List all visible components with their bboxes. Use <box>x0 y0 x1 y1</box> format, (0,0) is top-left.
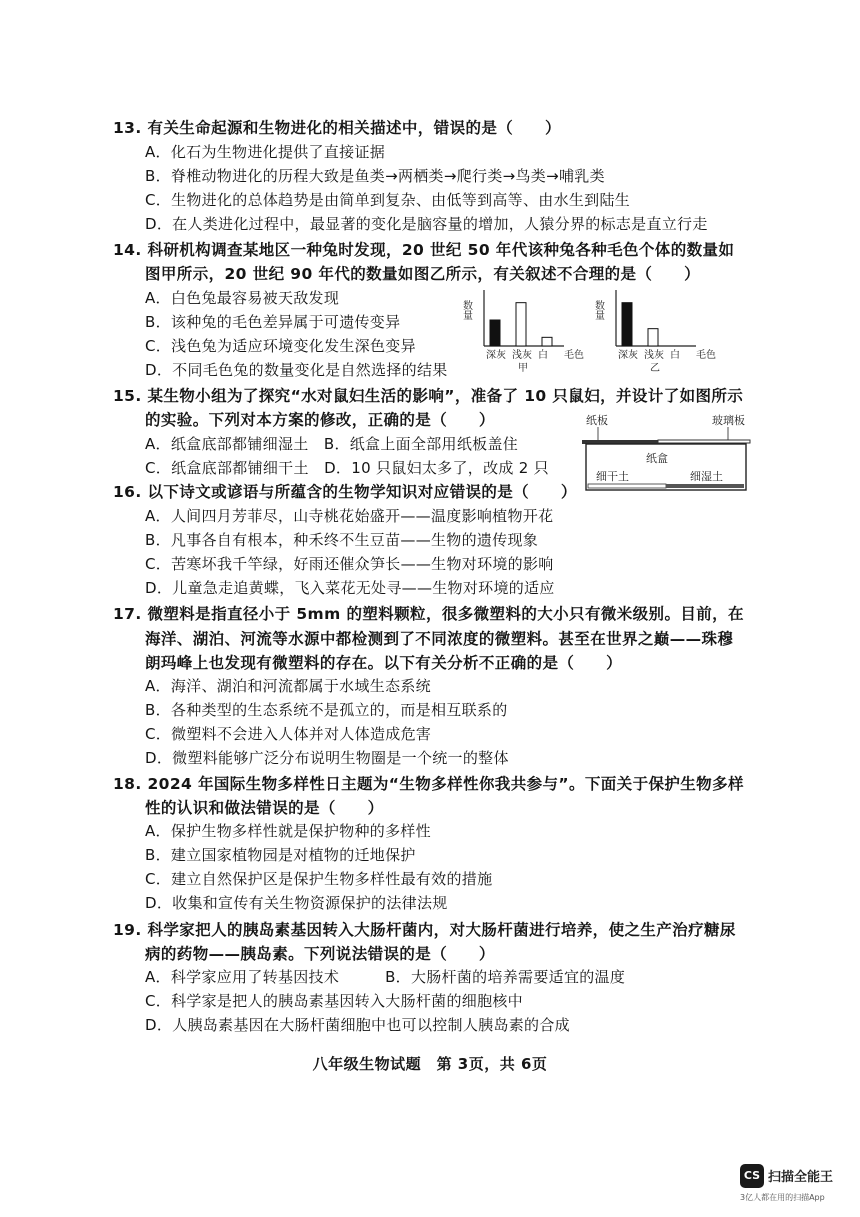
bar-3 <box>542 337 552 346</box>
question-18-stem <box>113 772 744 794</box>
x-axis-label: 毛色 <box>564 350 584 361</box>
camscanner-logo-icon: CS <box>740 1164 764 1188</box>
experiment-diagram <box>578 410 758 500</box>
wet-soil-layer <box>666 484 744 488</box>
bar-2 <box>516 303 526 346</box>
question-number: 19. <box>113 921 142 939</box>
bar-1 <box>622 303 632 346</box>
q17-option-d: D．微塑料能够广泛分布说明生物圈是一个统一的整体 <box>145 749 509 767</box>
bars <box>490 303 552 346</box>
bar-1 <box>490 320 500 346</box>
question-13-stem <box>113 116 561 138</box>
page-footer: 八年级生物试题 第 3页，共 6页 <box>312 1055 548 1073</box>
q18-option-c: C．建立自然保护区是保护生物多样性最有效的措施 <box>145 870 493 888</box>
tick-labels <box>486 348 548 361</box>
question-17-stem-line3: 朗玛峰上也发现有微塑料的存在。以下有关分析不正确的是（ ） <box>145 654 623 672</box>
tick-label-3: 白 <box>538 350 548 361</box>
question-text: 以下诗文或谚语与所蕴含的生物学知识对应错误的是（ ） <box>147 483 577 501</box>
question-text: 科学家把人的胰岛素基因转入大肠杆菌内，对大肠杆菌进行培养，使之生产治疗糖尿 <box>147 921 736 939</box>
q14-option-c: C．浅色兔为适应环境变化发生深色变异 <box>145 337 416 355</box>
bars <box>622 303 658 346</box>
q13-option-c: C．生物进化的总体趋势是由简单到复杂、由低等到高等、由水生到陆生 <box>145 191 631 209</box>
q19-option-d: D．人胰岛素基因在大肠杆菌细胞中也可以控制人胰岛素的合成 <box>145 1016 570 1034</box>
q14-option-a: A．白色兔最容易被天敌发现 <box>145 289 340 307</box>
question-number: 17. <box>113 605 142 623</box>
q16-option-b: B．凡事各自有根本，种禾终不生豆苗——生物的遗传现象 <box>145 531 539 549</box>
question-number: 13. <box>113 119 142 137</box>
question-text: 科研机构调查某地区一种兔时发现，20 世纪 50 年代该种兔各种毛色个体的数量如 <box>147 241 735 259</box>
question-number: 16. <box>113 483 142 501</box>
label-paper-box: 纸盒 <box>646 452 668 465</box>
question-17-stem-line2: 海洋、湖泊、河流等水源中都检测到了不同浓度的微塑料。甚至在世界之巅——珠穆 <box>145 630 734 648</box>
label-glass-plate: 玻璃板 <box>712 414 745 427</box>
question-text: 某生物小组为了探究“水对鼠妇生活的影响”，准备了 10 只鼠妇，并设计了如图所示 <box>147 387 744 405</box>
app-name: 扫描全能王 <box>768 1170 834 1185</box>
question-16-stem <box>113 480 577 502</box>
q15-option-cd: C．纸盒底部都铺细干土 D．10 只鼠妇太多了，改成 2 只 <box>145 459 549 477</box>
q14-option-b: B．该种兔的毛色差异属于可遗传变异 <box>145 313 401 331</box>
q17-option-a: A．海洋、湖泊和河流都属于水域生态系统 <box>145 677 431 695</box>
chart-caption: 乙 <box>650 363 660 374</box>
q18-option-b: B．建立国家植物园是对植物的迁地保护 <box>145 846 416 864</box>
y-axis-label: 数量 <box>460 300 472 320</box>
question-number: 14. <box>113 241 142 259</box>
tick-labels <box>618 348 680 361</box>
question-15-stem-line2: 的实验。下列对本方案的修改，正确的是（ ） <box>145 411 495 429</box>
question-text: 有关生命起源和生物进化的相关描述中，错误的是（ ） <box>147 119 561 137</box>
q13-option-d: D．在人类进化过程中，最显著的变化是脑容量的增加，人猿分界的标志是直立行走 <box>145 215 708 233</box>
q16-option-d: D．儿童急走追黄蝶，飞入菜花无处寻——生物对环境的适应 <box>145 579 555 597</box>
question-text: 微塑料是指直径小于 5mm 的塑料颗粒，很多微塑料的大小只有微米级别。目前，在 <box>147 605 744 623</box>
q16-option-c: C．苦寒坏我千竿绿，好雨还催众笋长——生物对环境的影响 <box>145 555 554 573</box>
q15-option-ab: A．纸盒底部都铺细湿土 B．纸盒上面全部用纸板盖住 <box>145 435 519 453</box>
q17-option-c: C．微塑料不会进入人体并对人体造成危害 <box>145 725 432 743</box>
label-wet-soil: 细湿土 <box>690 470 723 483</box>
question-15-stem <box>113 384 743 406</box>
question-19-stem <box>113 918 736 940</box>
question-number: 15. <box>113 387 142 405</box>
q19-option-ab: A．科学家应用了转基因技术 B．大肠杆菌的培养需要适宜的温度 <box>145 968 626 986</box>
dry-soil-layer <box>588 484 666 488</box>
label-dry-soil: 细干土 <box>596 470 629 483</box>
tick-label-2: 浅灰 <box>512 350 532 361</box>
question-14-stem <box>113 238 734 260</box>
tick-label-3: 白 <box>670 350 680 361</box>
tick-label-1: 深灰 <box>618 350 638 361</box>
question-19-stem-line2: 病的药物——胰岛素。下列说法错误的是（ ） <box>145 945 495 963</box>
glass-plate-cover <box>658 440 750 443</box>
bar-2 <box>648 329 658 346</box>
tick-label-1: 深灰 <box>486 350 506 361</box>
chart-caption: 甲 <box>518 363 528 374</box>
question-14-stem-line2: 图甲所示，20 世纪 90 年代的数量如图乙所示，有关叙述不合理的是（ ） <box>145 265 701 283</box>
question-17-stem <box>113 602 744 624</box>
bar-chart-jia <box>460 284 600 374</box>
bar-chart-yi <box>592 284 732 374</box>
question-text: 2024 年国际生物多样性日主题为“生物多样性你我共参与”。下面关于保护生物多样 <box>147 775 744 793</box>
question-number: 18. <box>113 775 142 793</box>
q19-option-c: C．科学家是把人的胰岛素基因转入大肠杆菌的细胞核中 <box>145 992 523 1010</box>
paper-box <box>586 444 746 490</box>
tick-label-2: 浅灰 <box>644 350 664 361</box>
q16-option-a: A．人间四月芳菲尽，山寺桃花始盛开——温度影响植物开花 <box>145 507 554 525</box>
y-axis-label: 数量 <box>592 300 604 320</box>
q13-option-a: A．化石为生物进化提供了直接证据 <box>145 143 386 161</box>
q14-option-d: D．不同毛色兔的数量变化是自然选择的结果 <box>145 361 448 379</box>
q18-option-d: D．收集和宣传有关生物资源保护的法律法规 <box>145 894 448 912</box>
question-18-stem-line2: 性的认识和做法错误的是（ ） <box>145 799 384 817</box>
scanner-watermark <box>740 1164 844 1204</box>
q18-option-a: A．保护生物多样性就是保护物种的多样性 <box>145 822 431 840</box>
app-tagline: 3亿人都在用的扫描App <box>740 1193 825 1202</box>
label-paperboard: 纸板 <box>586 414 608 427</box>
q13-option-b: B．脊椎动物进化的历程大致是鱼类→两栖类→爬行类→鸟类→哺乳类 <box>145 167 605 185</box>
q17-option-b: B．各种类型的生态系统不是孤立的，而是相互联系的 <box>145 701 508 719</box>
x-axis-label: 毛色 <box>696 350 716 361</box>
